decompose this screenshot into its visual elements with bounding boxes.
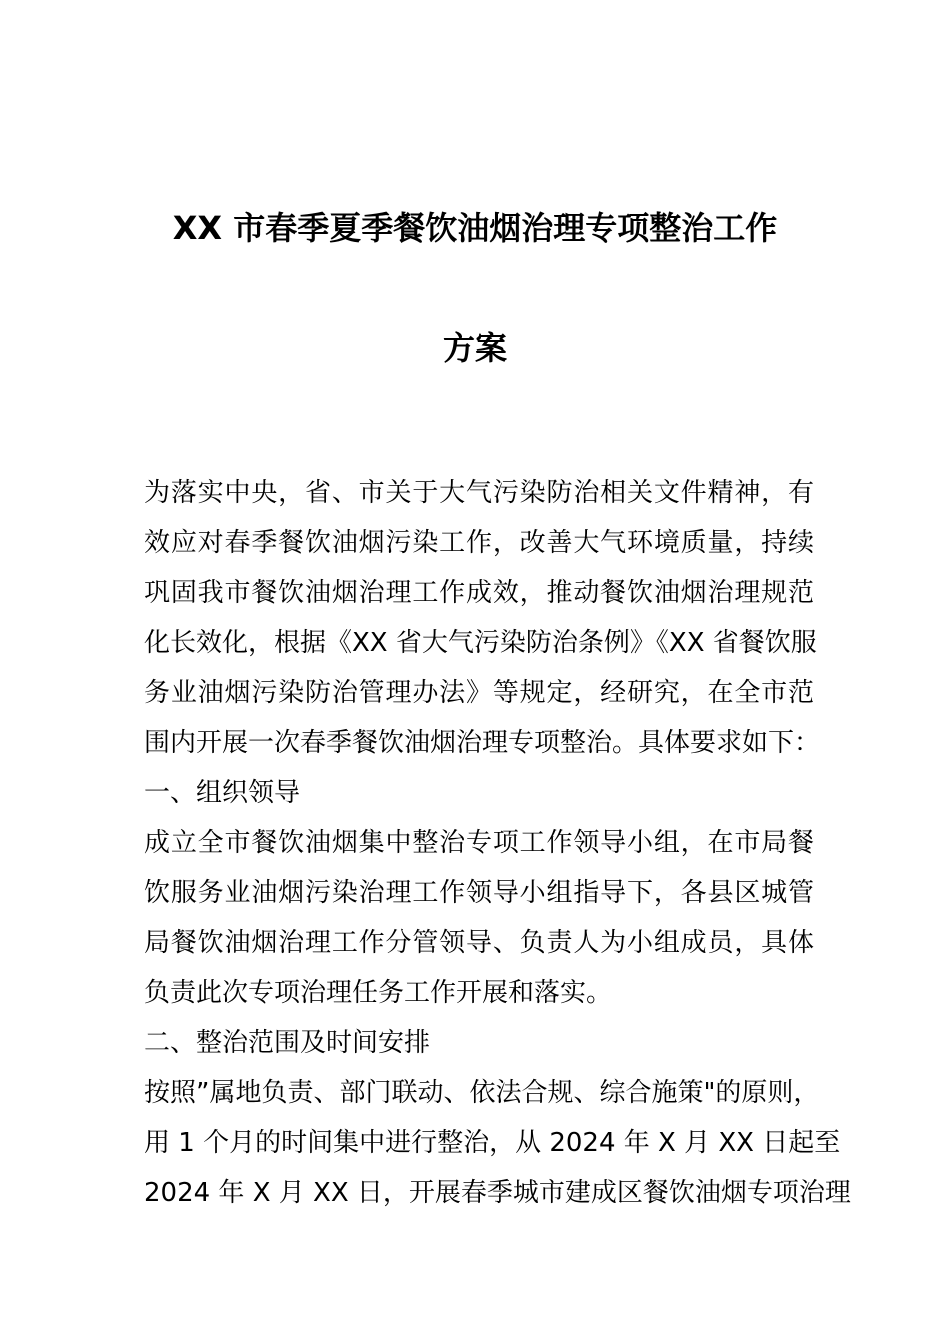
paragraph-line: 负责此次专项治理任务工作开展和落实。 — [144, 978, 613, 1008]
paragraph-line: 巩固我市餐饮油烟治理工作成效，推动餐饮油烟治理规范 — [144, 578, 814, 608]
paragraph-line: 饮服务业油烟污染治理工作领导小组指导下，各县区城管 — [144, 878, 814, 908]
document-body — [144, 468, 851, 1218]
paragraph-line: 围内开展一次春季餐饮油烟治理专项整治。具体要求如下： — [144, 728, 821, 758]
section-heading-scope-schedule: 二、整治范围及时间安排 — [144, 1028, 431, 1058]
paragraph-line: 化长效化，根据《XX 省大气污染防治条例》《XX 省餐饮服 — [144, 628, 817, 658]
paragraph-line: 成立全市餐饮油烟集中整治专项工作领导小组，在市局餐 — [144, 828, 814, 858]
paragraph-line: 用 1 个月的时间集中进行整治，从 2024 年 X 月 XX 日起至 — [144, 1128, 841, 1158]
paragraph-line: 2024 年 X 月 XX 日，开展春季城市建成区餐饮油烟专项治理 — [144, 1178, 851, 1208]
paragraph-line: 局餐饮油烟治理工作分管领导、负责人为小组成员，具体 — [144, 928, 814, 958]
section-heading-organization: 一、组织领导 — [144, 778, 301, 808]
document-title-line-1: XX 市春季夏季餐饮油烟治理专项整治工作 — [172, 209, 778, 247]
document-title-line-2: 方案 — [442, 329, 507, 367]
paragraph-line: 务业油烟污染防治管理办法》等规定，经研究，在全市范 — [144, 678, 814, 708]
paragraph-line: 按照”属地负责、部门联动、依法合规、综合施策"的原则， — [144, 1078, 820, 1108]
paragraph-line: 效应对春季餐饮油烟污染工作，改善大气环境质量，持续 — [144, 528, 814, 558]
paragraph-line: 为落实中央，省、市关于大气污染防治相关文件精神，有 — [144, 478, 814, 508]
